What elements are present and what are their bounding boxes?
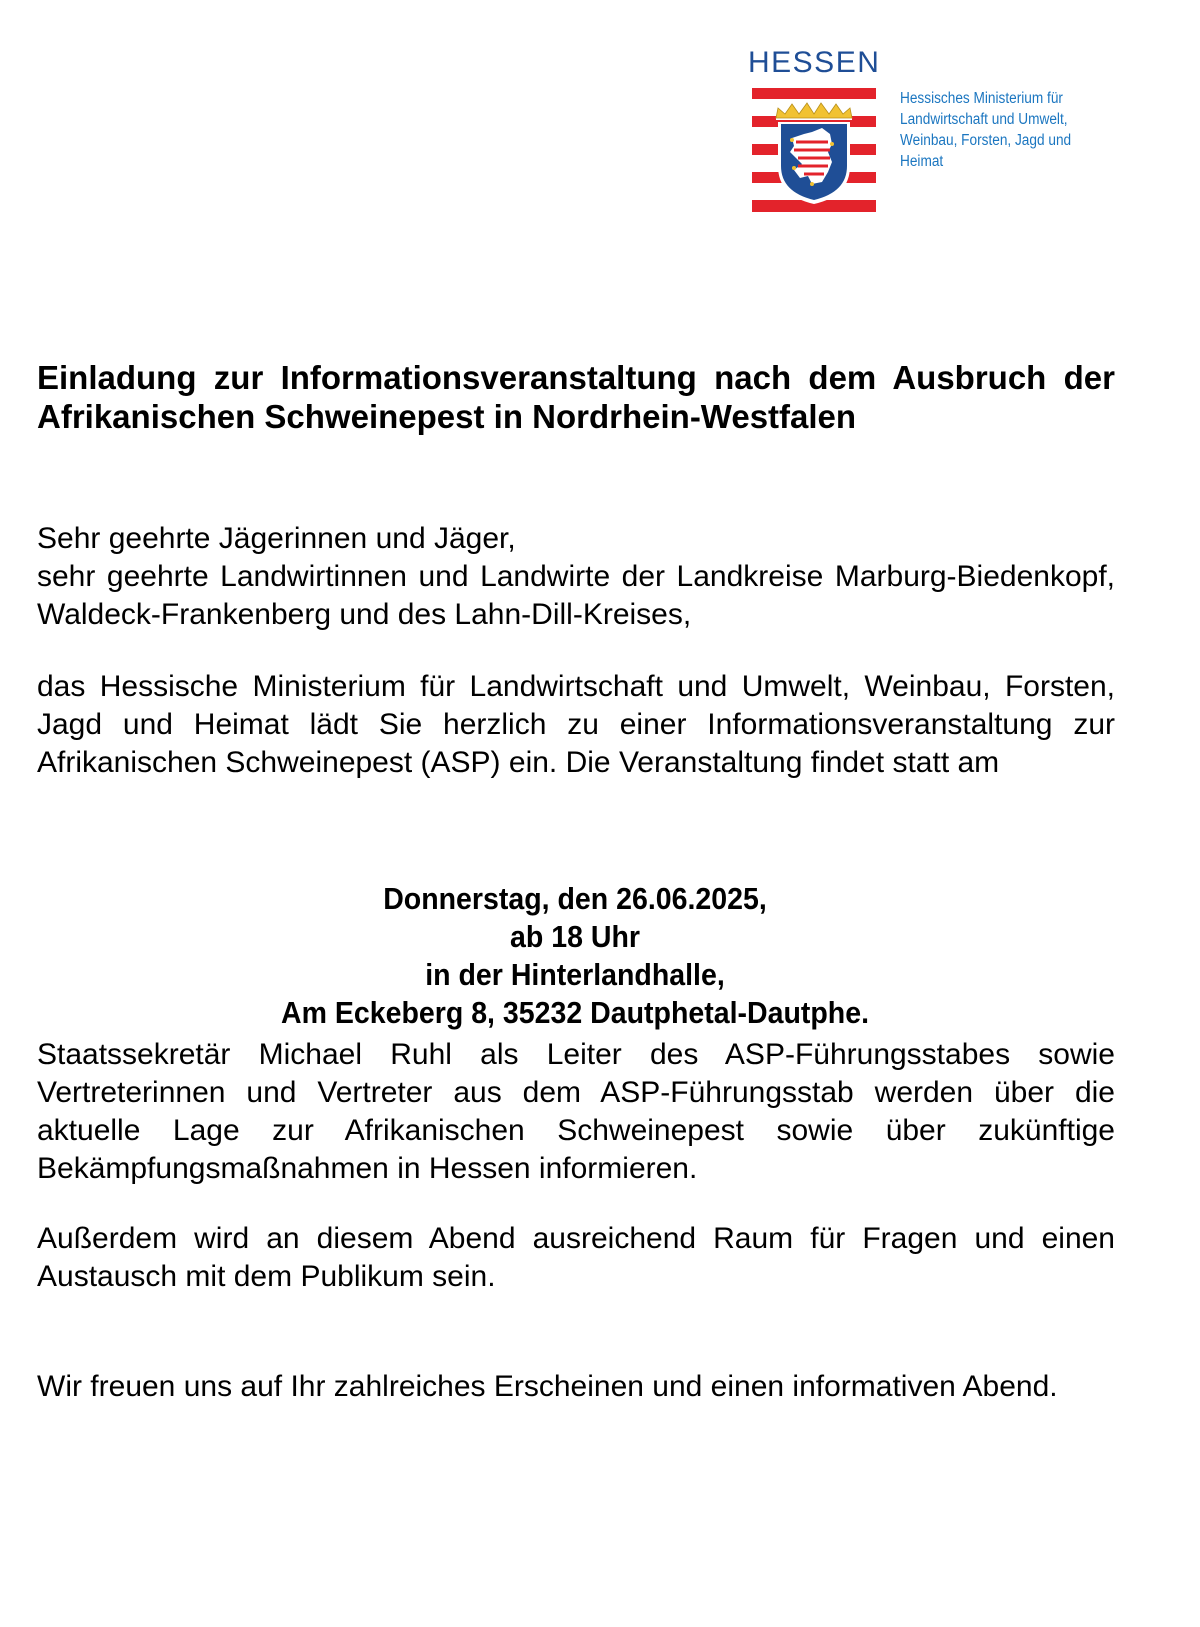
event-address: Am Eckeberg 8, 35232 Dautphetal-Dautphe.	[280, 995, 870, 1030]
hessen-coat-of-arms-icon	[752, 88, 876, 212]
event-date: Donnerstag, den 26.06.2025,	[383, 881, 767, 916]
salutation-line-1: Sehr geehrte Jägerinnen und Jäger,	[37, 522, 516, 555]
questions-paragraph: Außerdem wird an diesem Abend ausreichend Raum für Fragen und einen Austausch mit dem Publikum sein.	[37, 1222, 1115, 1293]
salutation	[37, 520, 1115, 634]
ministry-line: Weinbau, Forsten, Jagd und	[900, 132, 1072, 149]
speakers-paragraph: Staatssekretär Michael Ruhl als Leiter des ASP-Führungsstabes sowie Vertreterinnen und Vertreter aus dem ASP-Führungsstab werden über die aktuelle Lage zur Afrikanischen Schweinepest sowie über zukünftige Bekämpfungsmaßnahmen in Hessen informieren.	[37, 1038, 1115, 1185]
event-time: ab 18 Uhr	[510, 919, 640, 954]
ministry-line: Heimat	[900, 153, 944, 170]
salutation-line-2: sehr geehrte Landwirtinnen und Landwirte der Landkreise Marburg-Biedenkopf, Waldeck-Frankenberg und des Lahn-Dill-Kreises,	[37, 560, 1115, 631]
document-title: Einladung zur Informationsveranstaltung nach dem Ausbruch der Afrikanischen Schweinepest in Nordrhein-Westfalen	[37, 359, 1115, 435]
ministry-line: Landwirtschaft und Umwelt,	[900, 111, 1068, 128]
ministry-name	[900, 88, 1071, 172]
intro-paragraph: das Hessische Ministerium für Landwirtschaft und Umwelt, Weinbau, Forsten, Jagd und Heimat lädt Sie herzlich zu einer Informationsveranstaltung zur Afrikanischen Schweinepest (ASP) ein. Die Veranstaltung findet statt am	[37, 670, 1115, 779]
closing-paragraph: Wir freuen uns auf Ihr zahlreiches Erscheinen und einen informativen Abend.	[37, 1370, 1058, 1403]
logo-wordmark: HESSEN	[748, 46, 881, 79]
ministry-line: Hessisches Ministerium für	[900, 90, 1063, 107]
event-details	[0, 880, 1150, 1032]
event-venue: in der Hinterlandhalle,	[425, 957, 725, 992]
